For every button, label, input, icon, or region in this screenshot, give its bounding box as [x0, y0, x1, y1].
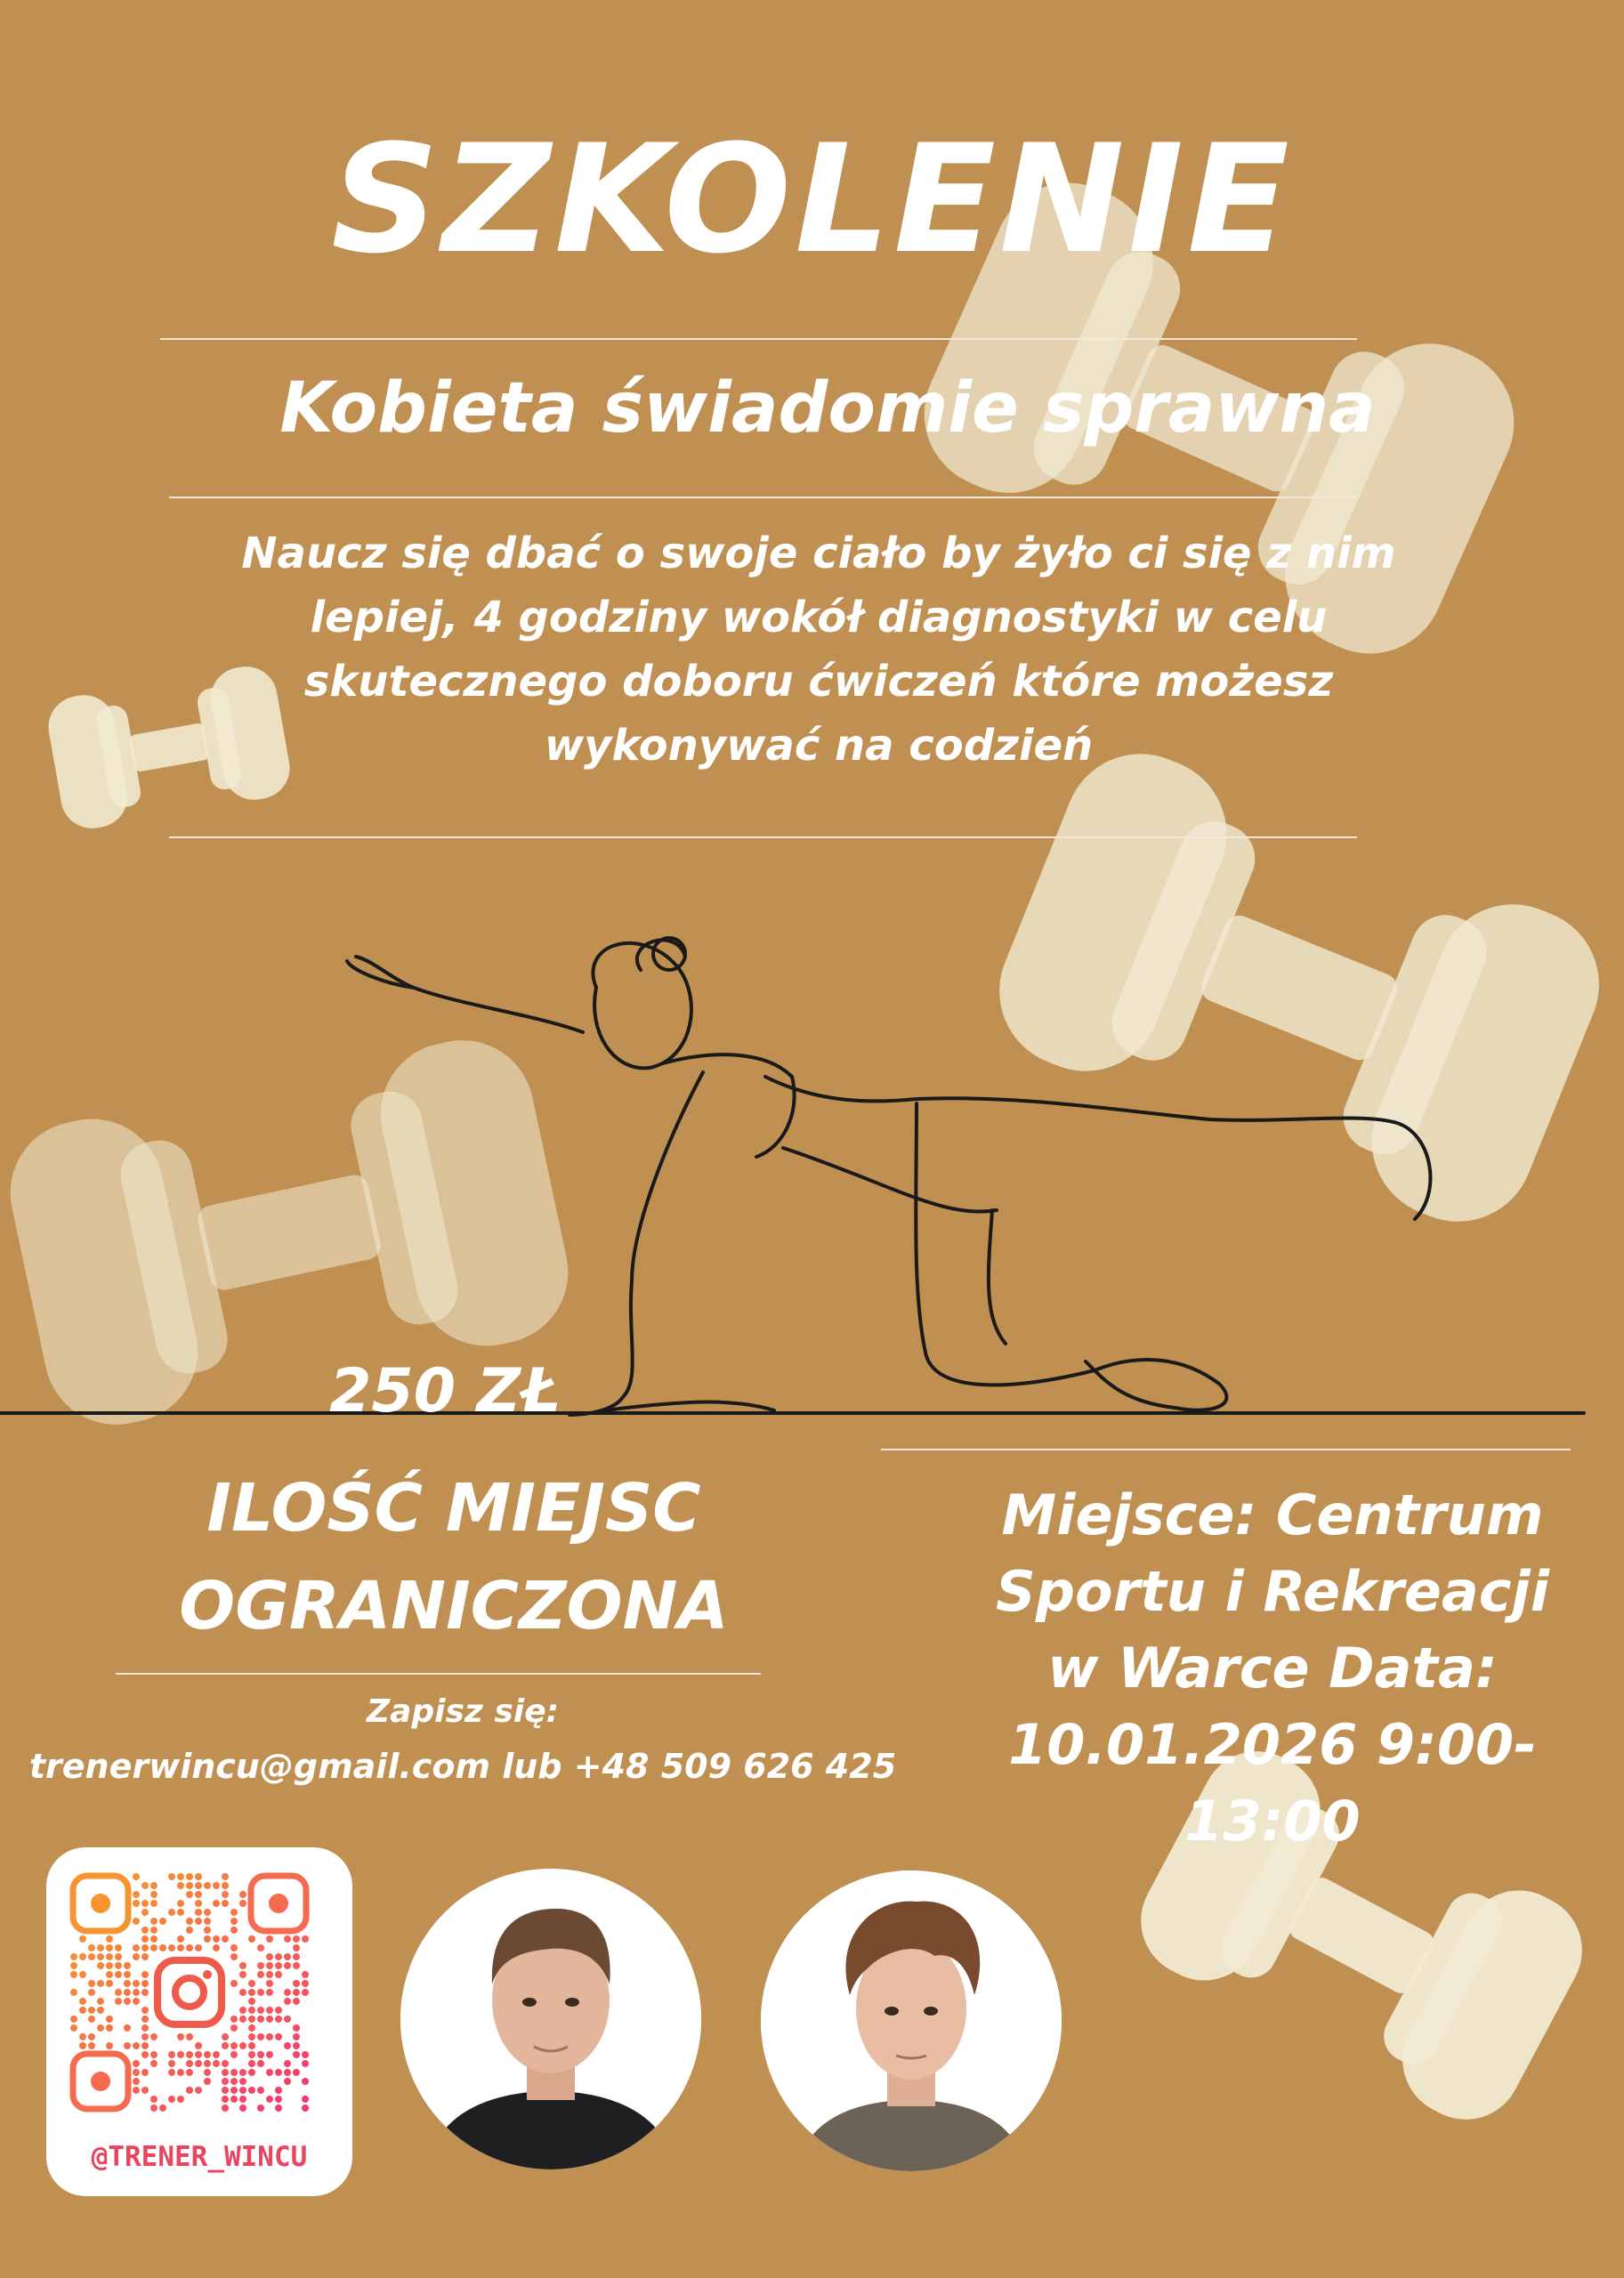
qr-dot [106, 1971, 113, 1978]
qr-dot [88, 1989, 95, 1996]
qr-dot [204, 2051, 211, 2058]
qr-dot [248, 2024, 255, 2032]
qr-dot [293, 1998, 300, 2005]
qr-dot [133, 2087, 140, 2094]
qr-dot [248, 1935, 255, 1943]
qr-dot [302, 2060, 309, 2067]
qr-dot [124, 2024, 131, 2032]
qr-dot [293, 2024, 300, 2032]
qr-dot [239, 2104, 246, 2112]
qr-finder-icon [251, 1876, 306, 1931]
qr-dot [213, 1882, 220, 1889]
qr-dot [97, 1962, 104, 1969]
qr-dot [97, 1980, 104, 1987]
qr-dot [79, 1971, 86, 1978]
trainer-photo-2 [761, 1870, 1062, 2171]
venue-and-date: Miejsce: Centrum Sportu i Rekreacji w Warce Data: 10.01.2026 9:00-13:00 [995, 1482, 1550, 1854]
qr-dot [230, 1953, 238, 1960]
qr-dot [124, 1989, 131, 1996]
qr-dot [248, 2087, 255, 2094]
qr-dot [230, 2096, 238, 2103]
qr-dot [141, 1900, 149, 1907]
qr-dot [186, 2051, 193, 2058]
qr-dot [257, 2033, 264, 2040]
qr-dot [195, 1891, 202, 1898]
qr-dot [257, 2051, 264, 2058]
qr-dot [222, 2078, 229, 2085]
qr-dot [266, 2051, 273, 2058]
qr-dot [230, 2024, 238, 2032]
qr-dot [230, 1909, 238, 1916]
qr-dot [293, 1962, 300, 1969]
qr-dot [284, 2078, 291, 2085]
qr-dot [150, 1927, 158, 1934]
qr-dot [222, 2042, 229, 2049]
divider [881, 1449, 1571, 1450]
qr-dot [133, 2042, 140, 2049]
qr-dot [222, 2033, 229, 2040]
qr-dot [177, 1873, 184, 1880]
qr-dot [302, 2078, 309, 2085]
qr-dot [168, 2096, 175, 2103]
qr-dot [195, 2060, 202, 2067]
qr-dot [222, 2104, 229, 2112]
qr-dot [204, 1918, 211, 1925]
qr-dot [141, 1909, 149, 1916]
qr-dot [186, 2087, 193, 2094]
qr-dot [150, 2033, 158, 2040]
qr-dot [177, 2069, 184, 2076]
limited-seats-label: ILOŚĆ MIEJSC OGRANICZONA [179, 1470, 729, 1644]
instagram-handle: @TRENER_WINCU [91, 2141, 308, 2173]
qr-dot [284, 2042, 291, 2049]
qr-dot [133, 1980, 140, 1987]
qr-dot [222, 2060, 229, 2067]
qr-dot [195, 1873, 202, 1880]
qr-dot [124, 1962, 131, 1969]
qr-dot [248, 2042, 255, 2049]
qr-dot [266, 1935, 273, 1943]
trainer-photo-1 [400, 1869, 701, 2169]
qr-dot [204, 1882, 211, 1889]
qr-dot [293, 1935, 300, 1943]
qr-dot [79, 1935, 86, 1943]
qr-dot [266, 1953, 273, 1960]
qr-dot [150, 1882, 158, 1889]
qr-dot [150, 1918, 158, 1925]
qr-dot [195, 2087, 202, 2094]
qr-dot [133, 1998, 140, 2005]
qr-dot [186, 1927, 193, 1934]
qr-dot [97, 1944, 104, 1951]
qr-dot [88, 1944, 95, 1951]
qr-dot [275, 1971, 282, 1978]
instagram-qr-card[interactable] [46, 1847, 352, 2196]
price-label: 250 ZŁ [329, 1356, 561, 1426]
qr-dot [115, 1944, 122, 1951]
qr-dot [141, 1980, 149, 1987]
qr-dot [106, 2015, 113, 2023]
qr-dot [97, 2007, 104, 2014]
qr-dot [88, 1953, 95, 1960]
qr-dot [230, 1918, 238, 1925]
qr-dot [284, 1953, 291, 1960]
qr-dot [115, 1962, 122, 1969]
qr-dot [302, 1980, 309, 1987]
qr-dot [141, 2024, 149, 2032]
qr-dot [266, 2015, 273, 2023]
qr-dot [115, 1998, 122, 2005]
qr-dot [293, 1944, 300, 1951]
qr-dot [186, 1891, 193, 1898]
qr-dot [204, 2069, 211, 2076]
qr-dot [266, 2096, 273, 2103]
qr-dot [141, 2042, 149, 2049]
qr-dot [133, 1944, 140, 1951]
qr-dot [97, 2024, 104, 2032]
qr-dot [168, 1944, 175, 1951]
qr-dot [150, 2104, 158, 2112]
qr-dot [257, 2087, 264, 2094]
qr-dot [213, 1935, 220, 1943]
qr-dot [248, 2060, 255, 2067]
qr-dot [141, 2007, 149, 2014]
qr-dot [284, 2069, 291, 2076]
qr-dot [266, 1980, 273, 1987]
qr-dot [230, 1944, 238, 1951]
qr-dot [141, 2015, 149, 2023]
qr-dot [239, 1962, 246, 1969]
qr-dot [106, 2024, 113, 2032]
qr-dot [230, 1980, 238, 1987]
qr-dot [275, 2015, 282, 2023]
qr-dot [213, 1900, 220, 1907]
qr-dot [266, 2069, 273, 2076]
qr-dot [141, 2033, 149, 2040]
qr-dot [293, 2069, 300, 2076]
qr-dot [150, 2096, 158, 2103]
qr-dot [284, 2060, 291, 2067]
qr-dot [213, 1944, 220, 1951]
qr-dot [106, 1953, 113, 1960]
qr-dot [222, 2069, 229, 2076]
qr-dot [284, 1989, 291, 1996]
qr-dot [115, 1953, 122, 1960]
qr-dot [239, 1971, 246, 1978]
qr-dot [275, 2033, 282, 2040]
qr-dot [275, 1953, 282, 1960]
qr-dot [186, 2060, 193, 2067]
qr-dot [239, 2078, 246, 2085]
qr-dot [106, 1980, 113, 1987]
qr-dot [177, 1944, 184, 1951]
qr-dot [230, 2078, 238, 2085]
qr-dot [150, 1935, 158, 1943]
qr-dot [230, 2087, 238, 2094]
qr-dot [177, 1882, 184, 1889]
qr-dot [257, 1944, 264, 1951]
qr-dot [70, 1953, 77, 1960]
qr-dot [177, 2096, 184, 2103]
qr-dot [70, 1989, 77, 1996]
qr-dot [266, 1971, 273, 1978]
qr-dot [222, 1935, 229, 1943]
qr-dot [302, 1989, 309, 1996]
qr-dot [186, 1873, 193, 1880]
qr-dot [115, 1989, 122, 1996]
qr-dot [141, 1882, 149, 1889]
qr-dot [150, 2051, 158, 2058]
qr-dot [133, 1989, 140, 1996]
qr-dot [275, 2069, 282, 2076]
divider [160, 338, 1357, 340]
qr-dot [141, 1944, 149, 1951]
qr-dot [239, 1900, 246, 1907]
qr-dot [177, 2033, 184, 2040]
qr-dot [133, 2078, 140, 2085]
qr-dot [213, 2060, 220, 2067]
qr-dot [239, 2096, 246, 2103]
divider [116, 1673, 761, 1675]
qr-dot [230, 2069, 238, 2076]
qr-dot [79, 2033, 86, 2040]
qr-dot [239, 2069, 246, 2076]
qr-dot [177, 1935, 184, 1943]
qr-dot [70, 2015, 77, 2023]
qr-dot [248, 1980, 255, 1987]
qr-dot [230, 2015, 238, 2023]
qr-dot [239, 2007, 246, 2014]
qr-dot [168, 1909, 175, 1916]
qr-dot [141, 1927, 149, 1934]
qr-dot [222, 1900, 229, 1907]
qr-dot [177, 2051, 184, 2058]
qr-dot [186, 1882, 193, 1889]
qr-dot [168, 2051, 175, 2058]
qr-dot [79, 1998, 86, 2005]
qr-dot [293, 1989, 300, 1996]
qr-dot [257, 1962, 264, 1969]
qr-dot [195, 1944, 202, 1951]
qr-dot [97, 1998, 104, 2005]
qr-dot [106, 2042, 113, 2049]
qr-dot [186, 1918, 193, 1925]
qr-dot [141, 1989, 149, 1996]
qr-dot [302, 2104, 309, 2112]
qr-dot [88, 1980, 95, 1987]
qr-dot [204, 1909, 211, 1916]
qr-dot [230, 2042, 238, 2049]
qr-dot [133, 2069, 140, 2076]
qr-dot [186, 2069, 193, 2076]
qr-dot [141, 1935, 149, 1943]
qr-dot [257, 2060, 264, 2067]
qr-dot [284, 2015, 291, 2023]
qr-dot [284, 1962, 291, 1969]
qr-dot [124, 2042, 131, 2049]
qr-dot [248, 2015, 255, 2023]
qr-dot [239, 2042, 246, 2049]
qr-dot [293, 1980, 300, 1987]
poster-subtitle: Kobieta świadomie sprawna [279, 368, 1376, 448]
qr-dot [222, 2096, 229, 2103]
qr-dot [222, 1891, 229, 1898]
qr-dot [124, 1980, 131, 1987]
qr-dot [222, 2087, 229, 2094]
qr-dot [257, 2015, 264, 2023]
qr-dot [248, 2007, 255, 2014]
qr-dot [204, 2078, 211, 2085]
qr-dot [293, 2042, 300, 2049]
qr-dot [141, 2051, 149, 2058]
qr-dot [230, 2051, 238, 2058]
qr-dot [159, 2104, 166, 2112]
qr-dot [177, 1909, 184, 1916]
qr-dot [159, 1944, 166, 1951]
divider [169, 836, 1357, 838]
qr-dot [88, 2015, 95, 2023]
qr-dot [293, 1953, 300, 1960]
qr-dot [168, 1873, 175, 1880]
qr-dot [88, 2033, 95, 2040]
qr-dot [248, 2069, 255, 2076]
qr-dot [195, 1900, 202, 1907]
qr-dot [302, 1971, 309, 1978]
qr-dot [115, 1971, 122, 1978]
qr-dot [70, 1962, 77, 1969]
qr-dot [141, 1953, 149, 1960]
qr-dot [266, 1989, 273, 1996]
qr-dot [70, 2024, 77, 2032]
qr-dot [239, 2015, 246, 2023]
qr-dot [293, 2033, 300, 2040]
qr-dot [248, 2033, 255, 2040]
contact-info: trenerwincu@gmail.com lub +48 509 626 425 [28, 1747, 897, 1786]
qr-dot [275, 2007, 282, 2014]
qr-dot [150, 2060, 158, 2067]
qr-dot [204, 2060, 211, 2067]
qr-finder-icon [73, 2054, 128, 2109]
qr-finder-icon [73, 1876, 128, 1931]
qr-dot [248, 2051, 255, 2058]
qr-dot [79, 1953, 86, 1960]
qr-dot [141, 2069, 149, 2076]
qr-dot [195, 1882, 202, 1889]
qr-dot [124, 1971, 131, 1978]
qr-dot [70, 1971, 77, 1978]
qr-dot [204, 1927, 211, 1934]
avatar [761, 1870, 1062, 2171]
qr-dot [88, 2042, 95, 2049]
qr-dot [159, 1918, 166, 1925]
qr-dot [195, 2042, 202, 2049]
qr-dot [239, 1891, 246, 1898]
qr-dot [222, 1882, 229, 1889]
qr-dot [302, 2096, 309, 2103]
qr-dot [266, 1962, 273, 1969]
qr-dot [79, 2042, 86, 2049]
qr-dot [133, 1953, 140, 1960]
qr-dot [195, 1909, 202, 1916]
qr-dot [150, 1891, 158, 1898]
qr-code [46, 1847, 352, 2132]
qr-dot [302, 2051, 309, 2058]
qr-dot [284, 1998, 291, 2005]
qr-dot [302, 1935, 309, 1943]
course-description: Naucz się dbać o swoje ciało by żyło ci się z nim lepiej, 4 godziny wokół diagnostyki w celu skutecznego doboru ćwiczeń które możesz wykonywać na codzień [241, 529, 1396, 771]
qr-dot [141, 2087, 149, 2094]
qr-dot [177, 1900, 184, 1907]
qr-dot [133, 1900, 140, 1907]
qr-dot [248, 1989, 255, 1996]
divider [169, 497, 1357, 498]
qr-dot [275, 2087, 282, 2094]
qr-dot [133, 1891, 140, 1898]
qr-dot [257, 1989, 264, 1996]
qr-dot [275, 1962, 282, 1969]
qr-dot [195, 1918, 202, 1925]
qr-dot [106, 1935, 113, 1943]
qr-dot [239, 2087, 246, 2094]
qr-dot [133, 2060, 140, 2067]
qr-dot [204, 1935, 211, 1943]
poster-title: SZKOLENIE [331, 112, 1293, 287]
qr-dot [168, 2069, 175, 2076]
qr-dot [275, 2096, 282, 2103]
qr-dot [186, 1944, 193, 1951]
qr-dot [150, 1900, 158, 1907]
qr-dot [133, 1873, 140, 1880]
qr-dot [275, 2104, 282, 2112]
signup-label: Zapisz się: [367, 1693, 559, 1730]
qr-dot [106, 1944, 113, 1951]
qr-dot [150, 1944, 158, 1951]
qr-dot [79, 2007, 86, 2014]
qr-dot [88, 2007, 95, 2014]
qr-dot [213, 2051, 220, 2058]
qr-dot [133, 1918, 140, 1925]
avatar [400, 1869, 701, 2169]
qr-dot [284, 1935, 291, 1943]
qr-dot [257, 1971, 264, 1978]
qr-dot [257, 2104, 264, 2112]
qr-dot [124, 1998, 131, 2005]
qr-dot [195, 2051, 202, 2058]
qr-dot [257, 2007, 264, 2014]
qr-dot [97, 1953, 104, 1960]
qr-dot [266, 2007, 273, 2014]
qr-dot [186, 2033, 193, 2040]
qr-dot [239, 1989, 246, 1996]
qr-dot [230, 1927, 238, 1934]
qr-dot [222, 1873, 229, 1880]
qr-dot [248, 1998, 255, 2005]
instagram-icon [158, 1960, 222, 2024]
qr-dot [106, 1962, 113, 1969]
qr-dot [168, 2060, 175, 2067]
qr-dot [293, 2051, 300, 2058]
qr-dot [141, 1971, 149, 1978]
qr-dot [266, 2033, 273, 2040]
